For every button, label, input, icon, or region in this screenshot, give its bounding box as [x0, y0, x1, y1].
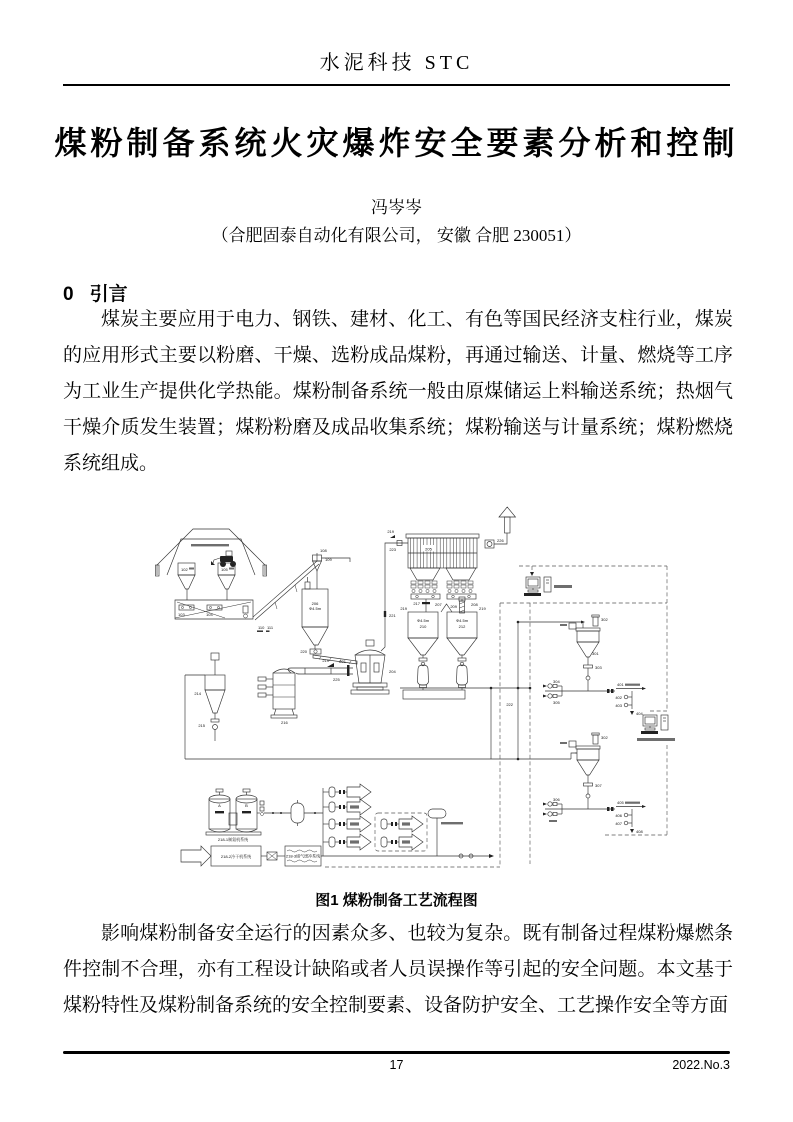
coal-shed — [156, 529, 267, 619]
equipment-label: 303 — [595, 665, 602, 670]
paper-title: 煤粉制备系统火灾爆炸安全要素分析和控制 — [54, 125, 739, 161]
equipment-label: 103 — [178, 612, 185, 617]
footer-rule — [63, 1051, 730, 1054]
return-cyclone — [185, 653, 225, 759]
equipment-label: 105 — [221, 567, 228, 572]
equipment-label: 302 — [601, 735, 608, 740]
equipment-label: 221 — [389, 613, 396, 618]
equipment-label: 408 — [636, 829, 643, 834]
equipment-label: 208 — [471, 602, 478, 607]
page-number: 17 — [389, 1058, 404, 1072]
section-number: 0 — [63, 284, 74, 305]
equipment-label: 219 — [479, 606, 486, 611]
equipment-label: 108 — [320, 548, 327, 553]
section-title: 引言 — [89, 284, 128, 305]
hot-gas-furnace — [258, 658, 353, 725]
equipment-label: 111 — [267, 625, 274, 630]
equipment-label: 306 — [553, 797, 560, 802]
equipment-label: 223 — [389, 547, 396, 552]
coal-mill — [351, 543, 408, 694]
equipment-label: B — [245, 803, 248, 808]
equipment-label: 109 — [325, 557, 332, 562]
equipment-label: 212 — [458, 624, 466, 629]
equipment-label: 405 — [617, 800, 624, 805]
process-flow-diagram — [145, 505, 741, 883]
equipment-label: 219 — [400, 606, 407, 611]
equipment-label: A — [218, 803, 221, 808]
equipment-label: Φ4.5m — [416, 618, 430, 623]
equipment-label: 307 — [595, 783, 602, 788]
equipment-label: 301 — [592, 651, 599, 656]
journal-header: 水泥科技 STC — [319, 52, 474, 74]
equipment-label: 217 — [413, 601, 420, 606]
equipment-label: 219 — [322, 658, 329, 663]
equipment-label: 305 — [553, 700, 560, 705]
header-rule — [63, 84, 730, 86]
bag-filter — [387, 507, 515, 613]
issue-label: 2022.No.3 — [672, 1058, 730, 1072]
equipment-label: 219 — [387, 529, 394, 534]
equipment-label: Φ4.5m — [455, 618, 469, 623]
equipment-label: 226 — [497, 538, 504, 543]
equipment-label: 222 — [506, 702, 513, 707]
weighing-hopper-2 — [543, 733, 646, 834]
equipment-label: 401 — [617, 682, 624, 687]
paragraph-intro: 煤炭主要应用于电力、钢铁、建材、化工、有色等国民经济支柱行业，煤炭的应用形式主要以粉磨、干燥、选粉成品煤粉，再通过输送、计量、燃烧等工序为工业生产提供化学热能。煤粉制备系统一般由原煤储运上料输送系统；热烟气干燥介质发生装置；煤粉粉磨及成品收集系统；煤粉输送与计量系统；煤粉燃烧系统组成。 — [63, 309, 733, 474]
equipment-label: 406 — [615, 813, 622, 818]
equipment-label: 210 — [419, 624, 427, 629]
equipment-label: 110 — [258, 625, 265, 630]
equipment-label: 207 — [435, 602, 442, 607]
equipment-label: 218-2冷干机系统 — [220, 854, 252, 859]
equipment-label: 302 — [601, 617, 608, 622]
equipment-label: 215 — [198, 723, 205, 728]
equipment-label: 304 — [553, 679, 560, 684]
equipment-label: 225 — [333, 677, 340, 682]
figure-caption: 图1 煤粉制备工艺流程图 — [315, 892, 478, 909]
nitrogen-system — [181, 784, 494, 866]
equipment-label: 403 — [615, 703, 622, 708]
equipment-label: 218-1制氮机系统 — [217, 837, 249, 842]
equipment-label: 404 — [636, 711, 643, 716]
equipment-label: 218-3储气缓冲系统 — [285, 853, 321, 859]
equipment-label: Φ4.5m — [308, 606, 322, 611]
equipment-label: 204 — [389, 669, 396, 674]
paragraph-discussion: 影响煤粉制备安全运行的因素众多、也较为复杂。既有制备过程煤粉爆燃条件控制不合理，亦有工程设计缺陷或者人员误操作等引起的安全问题。本文基于煤粉特性及煤粉制备系统的安全控制要素、设备防护安全、工艺操作安全等方面 — [63, 923, 733, 1016]
author-name: 冯岑岑 — [371, 198, 422, 217]
equipment-label: 214 — [194, 691, 201, 696]
equipment-label: 205 — [425, 546, 432, 552]
equipment-label: 104 — [206, 612, 213, 617]
weighing-hopper-1 — [543, 615, 646, 716]
equipment-label: 220 — [300, 649, 307, 654]
computer-station-2 — [637, 715, 675, 741]
author-affiliation: （合肥固泰自动化有限公司， 安徽 合肥 230051） — [211, 226, 582, 245]
equipment-label: 102 — [181, 567, 188, 572]
wheel-loader-icon — [211, 551, 236, 567]
raw-coal-silo — [300, 548, 357, 664]
equipment-label: 221 — [339, 659, 346, 664]
equipment-label: 407 — [615, 821, 622, 826]
powder-silos — [403, 612, 477, 699]
equipment-label: 209 — [450, 604, 457, 609]
equipment-label: 216 — [281, 720, 288, 725]
computer-station-1 — [524, 577, 572, 596]
equipment-label: 402 — [615, 695, 622, 700]
equipment-label: 206 — [311, 601, 319, 606]
